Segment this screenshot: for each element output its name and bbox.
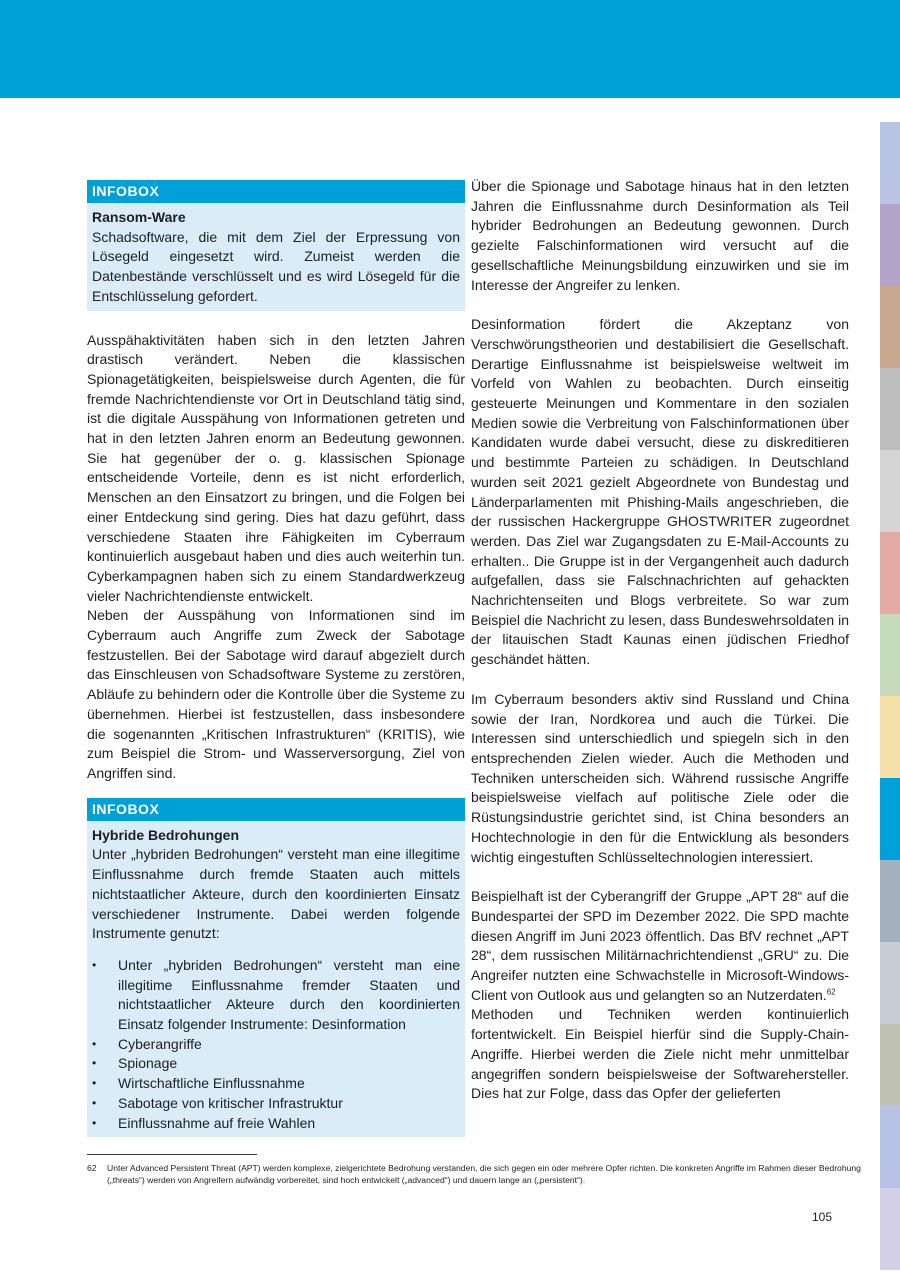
list-item: • Cyberangriffe (92, 1035, 460, 1055)
infobox-title: Ransom-Ware (92, 209, 186, 225)
paragraph: Neben der Ausspähung von Informationen sind im Cyberraum auch Angriffe zum Zweck der Sabotage festzustellen. Bei der Sabotage wird darauf abgezielt durch das Einschleusen von Schadsoftware Systeme zu zerstören, Abläufe zu behindern oder die Kontrolle über die Systeme zu übernehmen. Hierbei ist festzustellen, dass insbesondere die sogenannten „Kritischen Infrastrukturen“ (KRITIS), wie zum Beispiel die Strom- und Wasserversorgung, Ziel von Angriffen sind. (87, 607, 465, 781)
list-item: • Sabotage von kritischer Infrastruktur (92, 1094, 460, 1114)
chapter-tab (880, 1024, 900, 1106)
chapter-tab (880, 1188, 900, 1270)
left-column (87, 180, 465, 1157)
list-item: • Unter „hybriden Bedrohungen“ versteht man eine illegitime Einflussnahme fremder Staaten und nichtstaatlicher Akteure durch den koordinierten Einsatz folgender Instrumente: Desinformation (92, 956, 460, 1035)
infobox-title: Hybride Bedrohungen (92, 826, 240, 843)
footnote-number: 62 (87, 1163, 97, 1173)
page-number: 105 (812, 1210, 833, 1224)
infobox-text: Unter „hybriden Bedrohungen“ versteht man eine illegitime Einflussnahme durch fremde Staaten auch mittels nichtstaatlicher Akteure, durch den koordinierten Einsatz verschiedener Instrumente. Dabei werden folgende Instrumente genutzt: (92, 846, 460, 942)
infobox-label: INFOBOX (87, 798, 465, 821)
chapter-tab (880, 942, 900, 1024)
infobox-ransomware (87, 180, 465, 311)
chapter-tab (880, 696, 900, 778)
chapter-tab (880, 1106, 900, 1188)
infobox-body (87, 821, 465, 1138)
chapter-tab (880, 286, 900, 368)
chapter-tab (880, 860, 900, 942)
chapter-tab (880, 122, 900, 204)
chapter-tab (880, 204, 900, 286)
list-item: • Einflussnahme auf freie Wahlen (92, 1114, 460, 1134)
list-item: • Wirtschaftliche Einflussnahme (92, 1074, 460, 1094)
infobox-text: Schadsoftware, die mit dem Ziel der Erpressung von Lösegeld eingesetzt wird. Zumeist werden die Datenbestände verschlüsselt und es wird Lösegeld für die Entschlüsselung gefordert. (92, 228, 460, 304)
chapter-tab (880, 368, 900, 450)
footnote-text: Unter Advanced Persistent Threat (APT) werden komplexe, zielgerichtete Bedrohung verstanden, die sich gegen ein oder mehrere Opfer richten. Die konkreten Angriffe im Rahmen dieser Bedrohung („threats“) werden von Angreifern aufwändig vorbereitet, sind hoch entwickelt („advanced“) und dauern lange an („persistent“). (107, 1163, 861, 1185)
infobox-hybrid-threats (87, 798, 465, 1138)
top-banner (0, 0, 900, 98)
chapter-tab (880, 778, 900, 860)
footnote-divider (87, 1154, 257, 1155)
footnote-reference[interactable]: 62 (826, 987, 836, 997)
paragraph: Ausspähaktivitäten haben sich in den letzten Jahren drastisch verändert. Neben die klassischen Spionagetätigkeiten, beispielsweise durch Agenten, die für fremde Nachrichtendienste vor Ort in Deutschland tätig sind, ist die digitale Ausspähung von Informationen getreten und hat in den letzten Jahren enorm an Bedeutung gewonnen. Sie hat gegenüber der o. g. klassischen Spionage entscheidende Vorteile, denn es ist nicht erforderlich, Menschen an den Einsatzort zu bringen, und die Folgen bei einer Entdeckung sind gering. Dies hat dazu geführt, dass verschiedene Staaten ihre Fähigkeiten im Cyberraum kontinuierlich ausgebaut haben und dies auch weiterhin tun. Cyberkampagnen haben sich zu einem Standardwerkzeug vieler Nachrichtendienste entwickelt. (87, 331, 465, 604)
infobox-label: INFOBOX (87, 180, 465, 203)
list-item: • Spionage (92, 1054, 460, 1074)
chapter-tab (880, 614, 900, 696)
bullet-list (92, 956, 460, 1133)
paragraph (471, 887, 849, 1005)
chapter-tab (880, 532, 900, 614)
paragraph: Methoden und Techniken werden kontinuierlich fortentwickelt. Ein Beispiel hierfür sind die Supply-Chain-Angriffe. Hierbei werden die Ziele nicht mehr unmittelbar angegriffen sondern beispielsweise der Softwarehersteller. Dies hat zur Folge, dass das Opfer der gelieferten (471, 1006, 849, 1102)
footnote (87, 1162, 863, 1186)
chapter-tab-strip (880, 122, 900, 1272)
right-column (471, 177, 849, 1104)
paragraph: Im Cyberraum besonders aktiv sind Russland und China sowie der Iran, Nordkorea und auch die Türkei. Die Interessen sind unterschiedlich und spiegeln sich in den entsprechenden Zielen wieder. Auch die Methoden und Techniken unterscheiden sich. Während russische Angriffe beispielsweise vielfach auf politische Ziele oder die Rüstungsindustrie gerichtet sind, ist China besonders an Hochtechnologie in den für die Entwicklung als besonders wichtig eingestuften Schlüsseltechnologien interessiert. (471, 690, 849, 865)
infobox-body (87, 203, 465, 311)
paragraph: Über die Spionage und Sabotage hinaus hat in den letzten Jahren die Einflussnahme durch Desinformation als Teil hybrider Bedrohungen an Bedeutung gewonnen. Durch gezielte Falschinformationen wird versucht auf die gesellschaftliche Meinungsbildung einzuwirken und sie im Interesse der Angreifer zu lenken. (471, 178, 849, 293)
paragraph: Desinformation fördert die Akzeptanz von Verschwörungstheorien und destabilisiert die Gesellschaft. Derartige Einflussnahme ist beispielsweise weltweit im Vorfeld von Wahlen zu beobachten. Durch einseitig gesteuerte Meinungen und Kommentare in den sozialen Medien sowie die Verbreitung von Falschinformationen über Kandidaten wurde dabei versucht, diese zu diskreditieren und bestimmte Parteien zu schädigen. In Deutschland wurden seit 2021 gezielt Abgeordnete von Bundestag und Länderparlamenten mit Phishing-Mails angeschrieben, die der russischen Hackergruppe GHOSTWRITER zugeordnet werden. Das Ziel war Zugangsdaten zu E-Mail-Accounts zu erhalten.. Die Gruppe ist in der Vergangenheit auch dadurch aufgefallen, dass sie Falschnachrichten auf gehackten Nachrichtenseiten und Blogs verbreitete. So war zum Beispiel die Nachricht zu lesen, dass Bundeswehrsoldaten in der litauischen Stadt Kaunas einen jüdischen Friedhof geschändet hätten. (471, 316, 849, 668)
paragraph-text: Beispielhaft ist der Cyberangriff der Gruppe „APT 28“ auf die Bundespartei der SPD im Dezember 2022. Die SPD machte diesen Angriff im Juni 2023 öffentlich. Das BfV rechnet „APT 28“, dem russischen Militärnachrichtendienst „GRU“ zu. Die Angreifer nutzten eine Schwachstelle in Microsoft-Windows-Client von Outlook aus und gelangten so an Nutzerdaten. (471, 888, 849, 1003)
chapter-tab (880, 450, 900, 532)
